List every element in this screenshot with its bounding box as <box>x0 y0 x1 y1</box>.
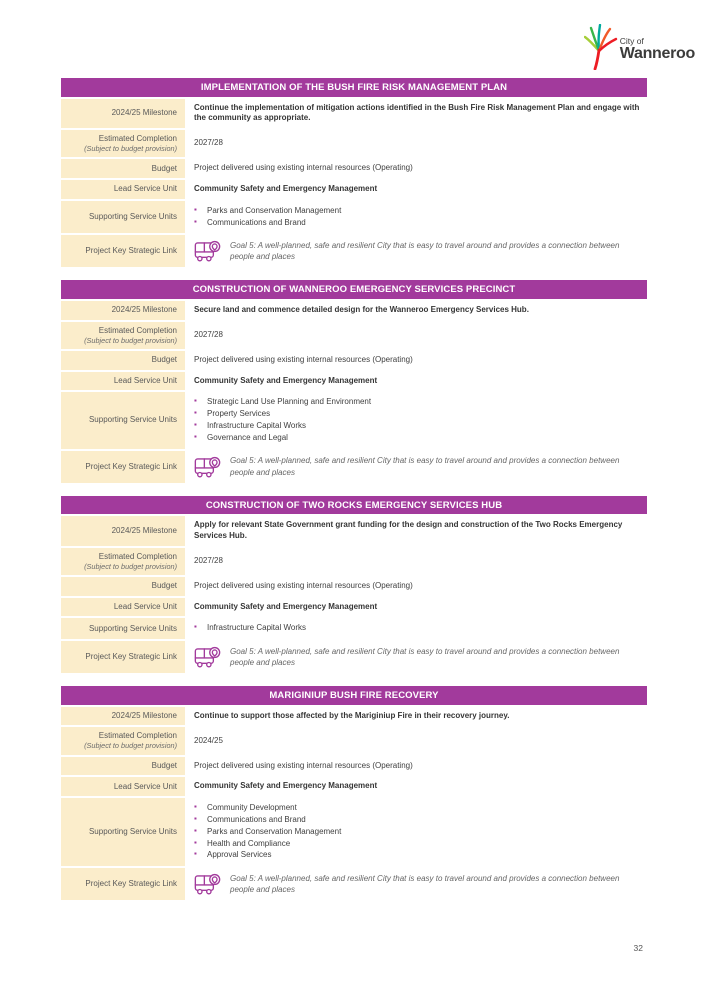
row-supporting-service-units <box>61 201 647 234</box>
supporting-units-list <box>194 802 341 862</box>
row-budget <box>61 159 647 178</box>
completion-value: 2027/28 <box>194 138 223 148</box>
supporting-unit-item: ▪ Infrastructure Capital Works <box>194 623 306 634</box>
budget-value: Project delivered using existing internal resources (Operating) <box>194 580 413 590</box>
supporting-unit-item: ▪ Strategic Land Use Planning and Environment <box>194 397 371 408</box>
row-milestone <box>61 99 647 129</box>
row-strategic-link <box>61 235 647 267</box>
supporting-unit-item: ▪ Property Services <box>194 409 371 420</box>
supporting-unit-item: ▪ Community Development <box>194 803 341 814</box>
milestone-value: Apply for relevant State Government grant funding for the design and construction of the Two Rocks Emergency Services Hub. <box>194 520 623 540</box>
supporting-units-list <box>194 622 306 635</box>
milestone-label: 2024/25 Milestone <box>111 108 177 118</box>
completion-value: 2027/28 <box>194 329 223 339</box>
lead-value: Community Safety and Emergency Management <box>194 375 378 385</box>
report-body <box>61 78 647 913</box>
completion-value: 2024/25 <box>194 735 223 745</box>
budget-label: Budget <box>151 581 177 591</box>
supporting-unit-item: ▪ Health and Compliance <box>194 839 341 850</box>
strategic-link-value: Goal 5: A well-planned, safe and resilient City that is easy to travel around and provides a connection between people and places <box>230 456 620 477</box>
strategic-label: Project Key Strategic Link <box>85 246 177 256</box>
supporting-unit-item: ▪ Communications and Brand <box>194 815 341 826</box>
row-budget <box>61 351 647 370</box>
completion-label: Estimated Completion <box>98 325 177 335</box>
milestone-value: Continue to support those affected by the Mariginiup Fire in their recovery journey. <box>194 710 510 720</box>
lead-value: Community Safety and Emergency Management <box>194 601 378 611</box>
row-estimated-completion <box>61 727 647 754</box>
project-table <box>61 686 647 900</box>
bus-location-icon <box>194 239 221 263</box>
project-title-bar: CONSTRUCTION OF WANNEROO EMERGENCY SERVICES PRECINCT <box>61 280 647 299</box>
lead-value: Community Safety and Emergency Management <box>194 184 378 193</box>
project-table <box>61 496 647 674</box>
row-supporting-service-units <box>61 798 647 866</box>
lead-label: Lead Service Unit <box>113 601 177 611</box>
completion-note: (Subject to budget provision) <box>84 741 177 751</box>
row-strategic-link <box>61 451 647 483</box>
row-budget <box>61 757 647 776</box>
lead-label: Lead Service Unit <box>113 781 177 791</box>
strategic-link-value: Goal 5: A well-planned, safe and resilient City that is easy to travel around and provides a connection between people and places <box>230 646 620 668</box>
lead-label: Lead Service Unit <box>113 375 177 385</box>
row-budget <box>61 577 647 596</box>
bus-location-icon <box>194 645 221 669</box>
completion-label: Estimated Completion <box>98 731 177 741</box>
supporting-label: Supporting Service Units <box>88 623 177 633</box>
wanneroo-palm-icon <box>584 24 618 75</box>
row-lead-service-unit <box>61 598 647 617</box>
row-milestone <box>61 707 647 726</box>
supporting-units-list <box>194 396 371 444</box>
supporting-unit-item: ▪ Parks and Conservation Management <box>194 206 341 217</box>
milestone-label: 2024/25 Milestone <box>111 711 177 721</box>
supporting-unit-item: ▪ Infrastructure Capital Works <box>194 421 371 432</box>
row-estimated-completion <box>61 548 647 575</box>
strategic-label: Project Key Strategic Link <box>85 652 177 662</box>
row-supporting-service-units <box>61 392 647 448</box>
milestone-value: Secure land and commence detailed design for the Wanneroo Emergency Services Hub. <box>194 304 529 314</box>
row-lead-service-unit <box>61 180 647 199</box>
row-milestone <box>61 301 647 320</box>
project-table <box>61 78 647 267</box>
budget-value: Project delivered using existing internal resources (Operating) <box>194 354 413 364</box>
budget-label: Budget <box>151 355 177 365</box>
row-strategic-link <box>61 868 647 900</box>
completion-note: (Subject to budget provision) <box>84 561 177 571</box>
lead-label: Lead Service Unit <box>113 184 177 194</box>
row-milestone <box>61 516 647 546</box>
budget-label: Budget <box>151 163 177 173</box>
completion-note: (Subject to budget provision) <box>84 144 177 154</box>
strategic-link-value: Goal 5: A well-planned, safe and resilient City that is easy to travel around and provides a connection between people and places <box>230 241 620 262</box>
bus-location-icon <box>194 455 221 479</box>
supporting-label: Supporting Service Units <box>88 212 177 222</box>
page-number: 32 <box>633 943 643 953</box>
supporting-units-list <box>194 205 341 230</box>
strategic-label: Project Key Strategic Link <box>85 461 177 471</box>
city-of-wanneroo-logo <box>584 24 695 75</box>
completion-note: (Subject to budget provision) <box>84 335 177 345</box>
budget-label: Budget <box>151 760 177 770</box>
milestone-label: 2024/25 Milestone <box>111 305 177 315</box>
project-title-bar: IMPLEMENTATION OF THE BUSH FIRE RISK MANAGEMENT PLAN <box>61 78 647 97</box>
supporting-unit-item: ▪ Communications and Brand <box>194 218 341 229</box>
row-lead-service-unit <box>61 777 647 796</box>
completion-label: Estimated Completion <box>98 551 177 561</box>
supporting-unit-item: ▪ Approval Services <box>194 850 341 861</box>
project-table <box>61 280 647 482</box>
row-lead-service-unit <box>61 372 647 391</box>
row-supporting-service-units <box>61 618 647 639</box>
supporting-unit-item: ▪ Governance and Legal <box>194 433 371 444</box>
supporting-label: Supporting Service Units <box>88 827 177 837</box>
row-estimated-completion <box>61 130 647 157</box>
row-estimated-completion <box>61 322 647 349</box>
completion-value: 2027/28 <box>194 555 223 565</box>
logo-wanneroo: Wanneroo <box>619 44 695 62</box>
row-strategic-link <box>61 641 647 673</box>
budget-value: Project delivered using existing internal resources (Operating) <box>194 760 413 770</box>
milestone-value: Continue the implementation of mitigation actions identified in the Bush Fire Risk Management Plan and engage with the community as appropriate. <box>194 102 640 123</box>
supporting-label: Supporting Service Units <box>88 415 177 425</box>
strategic-label: Project Key Strategic Link <box>85 879 177 889</box>
budget-value: Project delivered using existing internal resources (Operating) <box>194 163 413 173</box>
supporting-unit-item: ▪ Parks and Conservation Management <box>194 827 341 838</box>
bus-location-icon <box>194 872 221 896</box>
lead-value: Community Safety and Emergency Management <box>194 781 378 791</box>
strategic-link-value: Goal 5: A well-planned, safe and resilient City that is easy to travel around and provides a connection between people and places <box>230 873 620 895</box>
project-title-bar: MARIGINIUP BUSH FIRE RECOVERY <box>61 686 647 705</box>
completion-label: Estimated Completion <box>98 134 177 144</box>
milestone-label: 2024/25 Milestone <box>111 525 177 535</box>
project-title-bar: CONSTRUCTION OF TWO ROCKS EMERGENCY SERVICES HUB <box>61 496 647 515</box>
logo-city-of: City of <box>619 35 644 46</box>
